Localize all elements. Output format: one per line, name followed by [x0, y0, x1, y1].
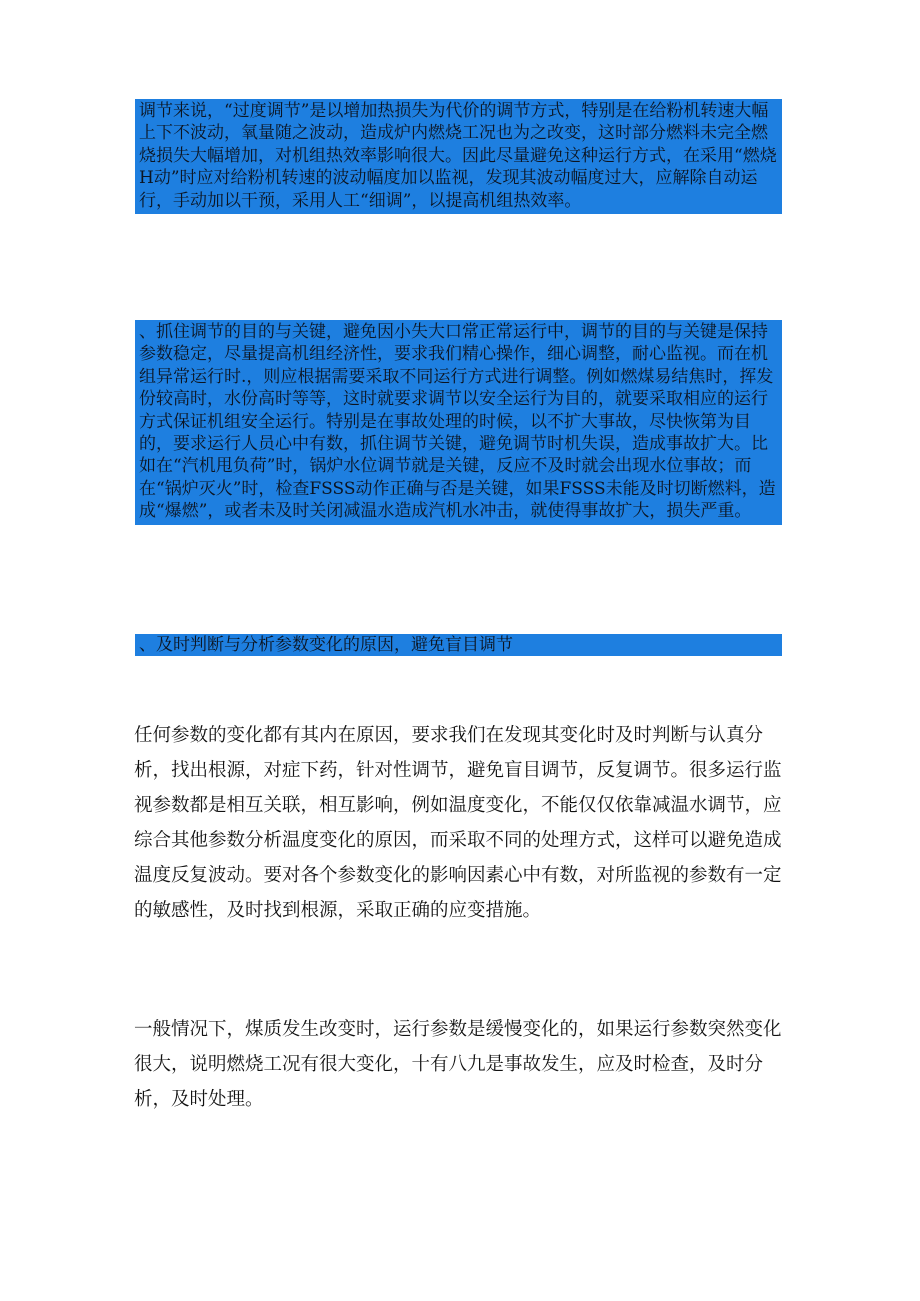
- highlighted-paragraph-over-adjustment: [135, 99, 782, 214]
- paragraph-text: 任何参数的变化都有其内在原因，要求我们在发现其变化时及时判断与认真分析，找出根源，对症下药，针对性调节，避免盲目调节，反复调节。很多运行监视参数都是相互关联，相互影响，例如温度变化，不能仅仅依靠减温水调节，应综合其他参数分析温度变化的原因，而采取不同的处理方式，这样可以避免造成温度反复波动。要对各个参数变化的影响因素心中有数，对所监视的参数有一定的敏感性，及时找到根源，采取正确的应变措施。: [134, 725, 782, 921]
- paragraph-text: 调节来说，“过度调节”是以增加热损失为代价的调节方式，特别是在给粉机转速大幅上下不波动，氧量随之波动，造成炉内燃烧工况也为之改变，这时部分燃料未完全燃烧损失大幅增加，对机组热效率影响很大。因此尽量避免这种运行方式，在采用“燃烧H动”时应对给粉机转速的波动幅度加以监视，发现其波动幅度过大，应解除自动运行，手动加以干预，采用人工“细调”，以提高机组热效率。: [139, 101, 777, 211]
- paragraph-text: 一般情况下，煤质发生改变时，运行参数是缓慢变化的，如果运行参数突然变化很大，说明燃烧工况有很大变化，十有八九是事故发生，应及时检查，及时分析，及时处理。: [134, 1019, 782, 1110]
- highlighted-section-heading: [135, 634, 782, 656]
- body-paragraph-parameter-analysis: [134, 718, 786, 928]
- body-paragraph-coal-quality: [134, 1012, 786, 1117]
- paragraph-text: 、抓住调节的目的与关键，避免因小失大口常正常运行中，调节的目的与关键是保持参数稳定，尽量提高机组经济性，要求我们精心操作，细心调整，耐心监视。而在机组异常运行时.，则应根据需要采取不同运行方式进行调整。例如燃煤易结焦时，挥发份较高时，水份高时等等，这时就要求调节以安全运行为目的，就要采取相应的运行方式保证机组安全运行。特别是在事故处理的时候，以不扩大事故，尽快恢第为目的，要求运行人员心中有数，抓住调节关键，避免调节时机失误，造成事故扩大。比如在“汽机甩负荷”时，锅炉水位调节就是关键，反应不及时就会出现水位事故；而在“锅炉灭火”时，检查FSSS动作正确与否是关键，如果FSSS未能及时切断燃料，造成“爆燃”，或者未及时关闭减温水造成汽机水冲击，就使得事故扩大，损失严重。: [139, 322, 776, 522]
- highlighted-paragraph-adjustment-key: [135, 320, 782, 525]
- section-heading-text: 、及时判断与分析参数变化的原因，避免盲目调节: [139, 635, 513, 655]
